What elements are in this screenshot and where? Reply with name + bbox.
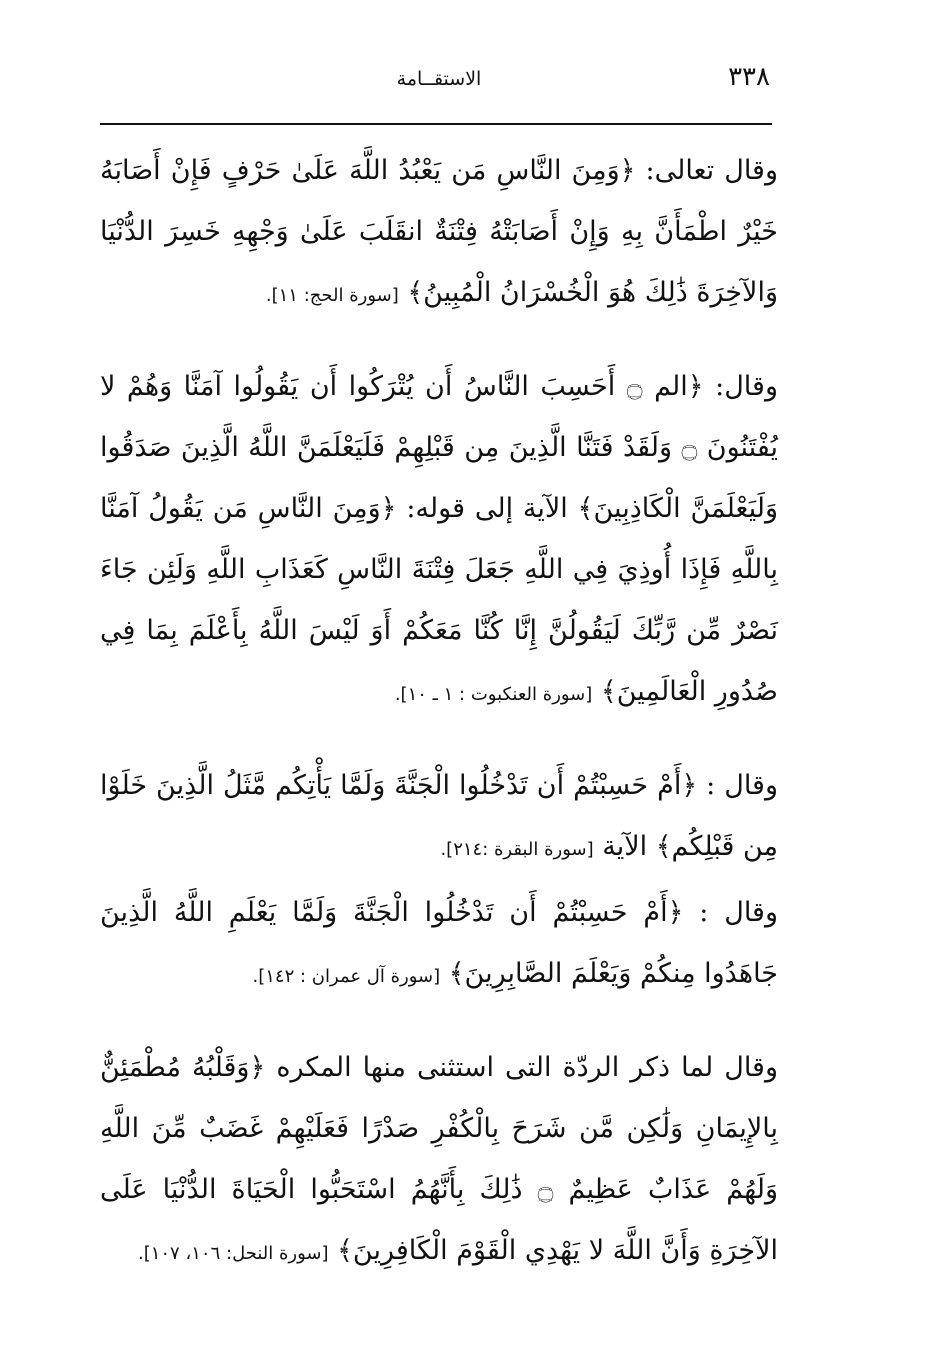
verse-reference: [سورة الحج: ١١]. <box>265 285 399 306</box>
paragraph-al-imran <box>100 882 778 1007</box>
paragraph-text: وقال تعالى: ﴿وَمِنَ النَّاسِ مَن يَعْبُدُ اللَّهَ عَلَىٰ حَرْفٍ فَإِنْ أَصَابَهُ خَيْرٌ اطْمَأَنَّ بِهِ وَإِنْ أَصَابَتْهُ فِتْنَةٌ انقَلَبَ عَلَىٰ وَجْهِهِ خَسِرَ الدُّنْيَا وَالآخِرَةَ ذَٰلِكَ هُوَ الْخُسْرَانُ الْمُبِينُ﴾ <box>100 155 778 308</box>
paragraph-text: وقال : ﴿أَمْ حَسِبْتُمْ أَن تَدْخُلُوا الْجَنَّةَ وَلَمَّا يَأْتِكُم مَّثَلُ الَّذِينَ خَلَوْا مِن قَبْلِكُم﴾ الآية <box>100 770 778 862</box>
header-rule <box>100 123 772 125</box>
verse-reference: [سورة آل عمران : ١٤٢]. <box>252 966 441 987</box>
page-number: ٣٣٨ <box>728 62 770 92</box>
page-body <box>100 140 778 1284</box>
verse-reference: [سورة العنكبوت : ١ ـ ١٠]. <box>394 684 593 705</box>
paragraph-hajj <box>100 140 778 326</box>
running-title: الاستقــامة <box>396 68 482 90</box>
paragraph-text: وقال لما ذكر الردّة التى استثنى منها المكره ﴿وَقَلْبُهُ مُطْمَئِنٌّ بِالإِيمَانِ وَلَٰكِن مَّن شَرَحَ بِالْكُفْرِ صَدْرًا فَعَلَيْهِمْ غَضَبٌ مِّنَ اللَّهِ وَلَهُمْ عَذَابٌ عَظِيمٌ ۝ ذَٰلِكَ بِأَنَّهُمُ اسْتَحَبُّوا الْحَيَاةَ الدُّنْيَا عَلَى الآخِرَةِ وَأَنَّ اللَّهَ لا يَهْدِي الْقَوْمَ الْكَافِرِينَ﴾ <box>100 1052 778 1266</box>
paragraph-ankabut <box>100 356 778 725</box>
paragraph-nahl <box>100 1037 778 1284</box>
verse-reference: [سورة النحل: ١٠٦، ١٠٧]. <box>137 1243 329 1264</box>
paragraph-baqarah <box>100 755 778 880</box>
verse-reference: [سورة البقرة :٢١٤]. <box>440 839 594 860</box>
paragraph-text: وقال: ﴿الم ۝ أَحَسِبَ النَّاسُ أَن يُتْرَكُوا أَن يَقُولُوا آمَنَّا وَهُمْ لا يُفْتَنُونَ ۝ وَلَقَدْ فَتَنَّا الَّذِينَ مِن قَبْلِهِمْ فَلَيَعْلَمَنَّ اللَّهُ الَّذِينَ صَدَقُوا وَلَيَعْلَمَنَّ الْكَاذِبِينَ﴾ الآية إلى قوله: ﴿وَمِنَ النَّاسِ مَن يَقُولُ آمَنَّا بِاللَّهِ فَإِذَا أُوذِيَ فِي اللَّهِ جَعَلَ فِتْنَةَ النَّاسِ كَعَذَابِ اللَّهِ وَلَئِن جَاءَ نَصْرٌ مِّن رَّبِّكَ لَيَقُولُنَّ إِنَّا كُنَّا مَعَكُمْ أَوَ لَيْسَ اللَّهُ بِأَعْلَمَ بِمَا فِي صُدُورِ الْعَالَمِينَ﴾ <box>100 371 779 707</box>
paragraph-text: وقال : ﴿أَمْ حَسِبْتُمْ أَن تَدْخُلُوا الْجَنَّةَ وَلَمَّا يَعْلَمِ اللَّهُ الَّذِينَ جَاهَدُوا مِنكُمْ وَيَعْلَمَ الصَّابِرِينَ﴾ <box>100 897 778 989</box>
page-header <box>100 62 778 102</box>
